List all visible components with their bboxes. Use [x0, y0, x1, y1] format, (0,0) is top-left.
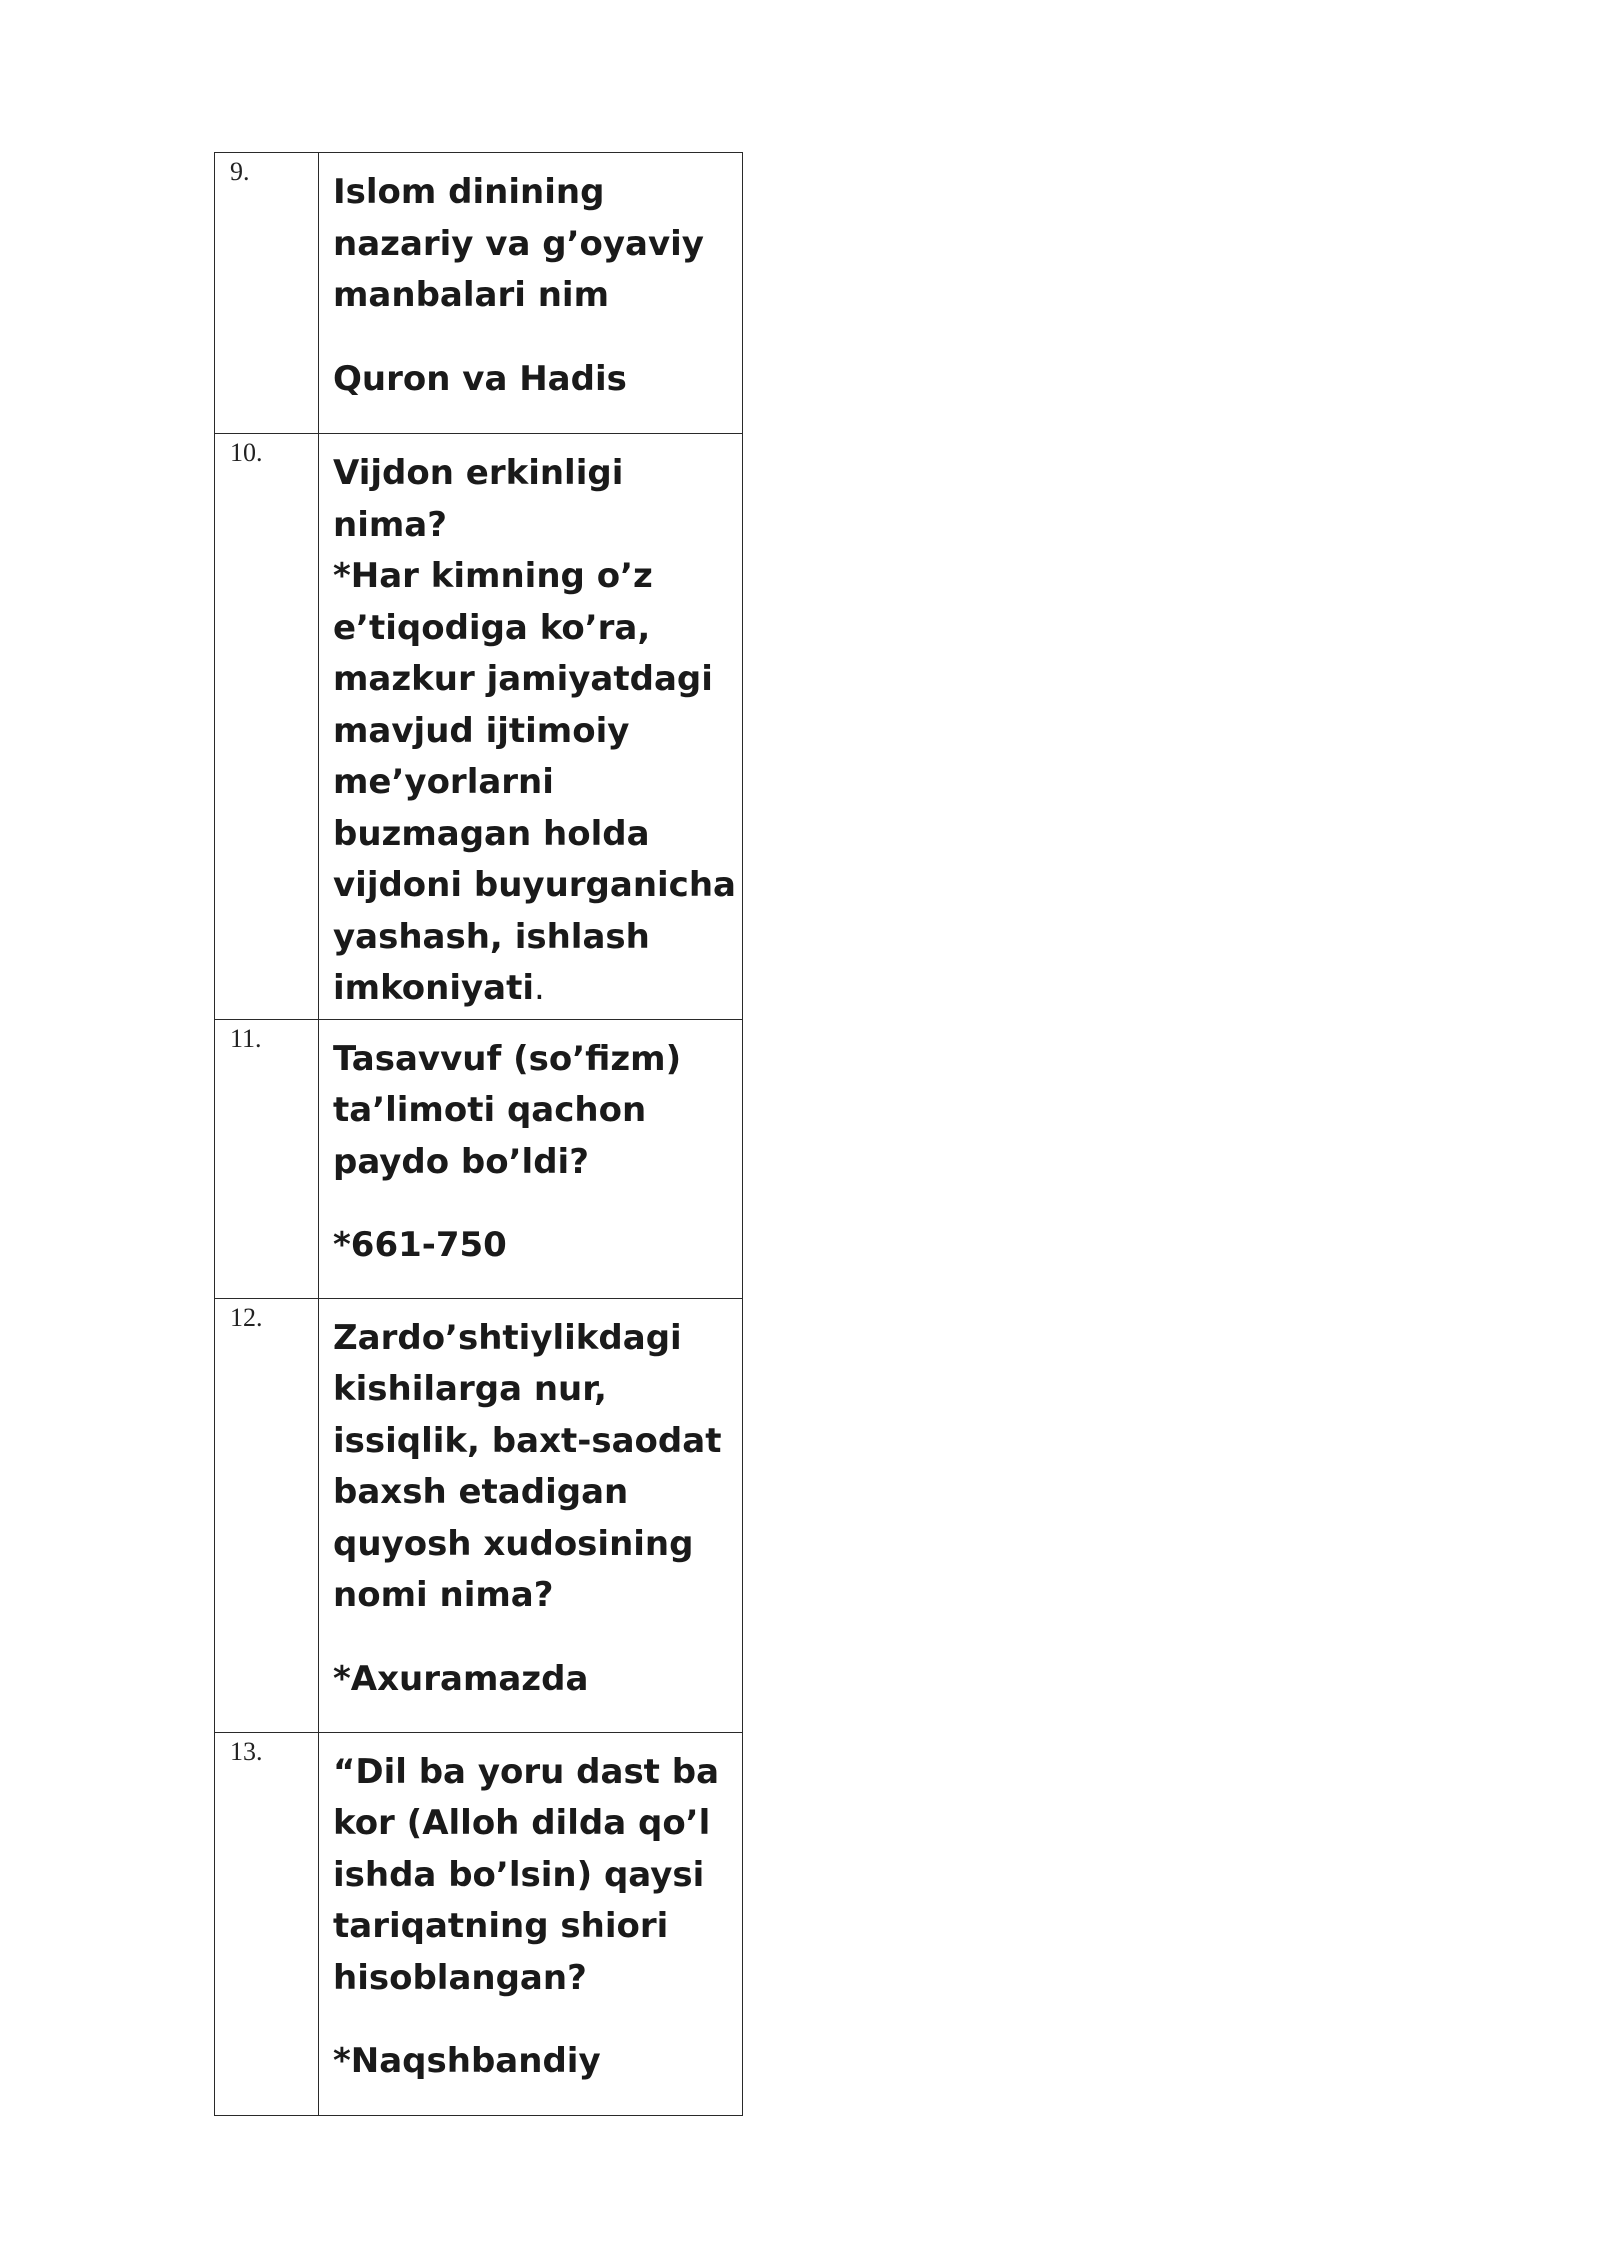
question-text: “Dil ba yoru dast ba kor (Alloh dilda qo’l ishda bo’lsin) qaysi tariqatning shiori hisoblangan? — [333, 1751, 720, 1998]
table-row — [215, 434, 743, 1020]
answer-body: *Har kimning o’z e’tiqodiga ko’ra, mazkur jamiyatdagi mavjud ijtimoiy me’yorlarni buzmagan holda vijdoni buyurganicha yashash, ishlash imkoniyati — [333, 556, 736, 1008]
question-text: Islom dinining nazariy va g’oyaviy manbalari nim — [333, 172, 704, 315]
row-number: 10. — [230, 438, 263, 467]
row-number-cell — [215, 1298, 319, 1732]
row-number: 13. — [230, 1736, 263, 1766]
answer-text — [333, 551, 742, 1015]
row-number-cell — [215, 434, 319, 1020]
qa-table — [214, 152, 743, 2116]
answer-text: *Naqshbandiy — [333, 2041, 601, 2081]
content-cell — [319, 1019, 743, 1298]
answer-text: *661-750 — [333, 1225, 507, 1265]
question-text: Zardo’shtiylikdagi kishilarga nur, issiqlik, baxt-saodat baxsh etadigan quyosh xudosining nomi nima? — [333, 1317, 722, 1615]
table-row — [215, 1732, 743, 2115]
answer-text: Quron va Hadis — [333, 358, 627, 399]
row-number: 12. — [230, 1302, 263, 1332]
row-number-cell — [215, 153, 319, 434]
content-cell — [319, 1298, 743, 1732]
row-number: 11. — [230, 1023, 262, 1053]
question-text: Tasavvuf (so’fizm) ta’limoti qachon paydo bo’ldi? — [333, 1038, 682, 1182]
answer-suffix: . — [534, 968, 545, 1008]
table-row — [215, 1019, 743, 1298]
table-row — [215, 153, 743, 434]
row-number-cell — [215, 1019, 319, 1298]
content-cell — [319, 434, 743, 1020]
content-cell — [319, 153, 743, 434]
row-number: 9. — [230, 157, 250, 186]
question-text: Vijdon erkinligi nima? — [333, 453, 624, 545]
content-cell — [319, 1732, 743, 2115]
table-row — [215, 1298, 743, 1732]
answer-text: *Axuramazda — [333, 1658, 589, 1699]
row-number-cell — [215, 1732, 319, 2115]
